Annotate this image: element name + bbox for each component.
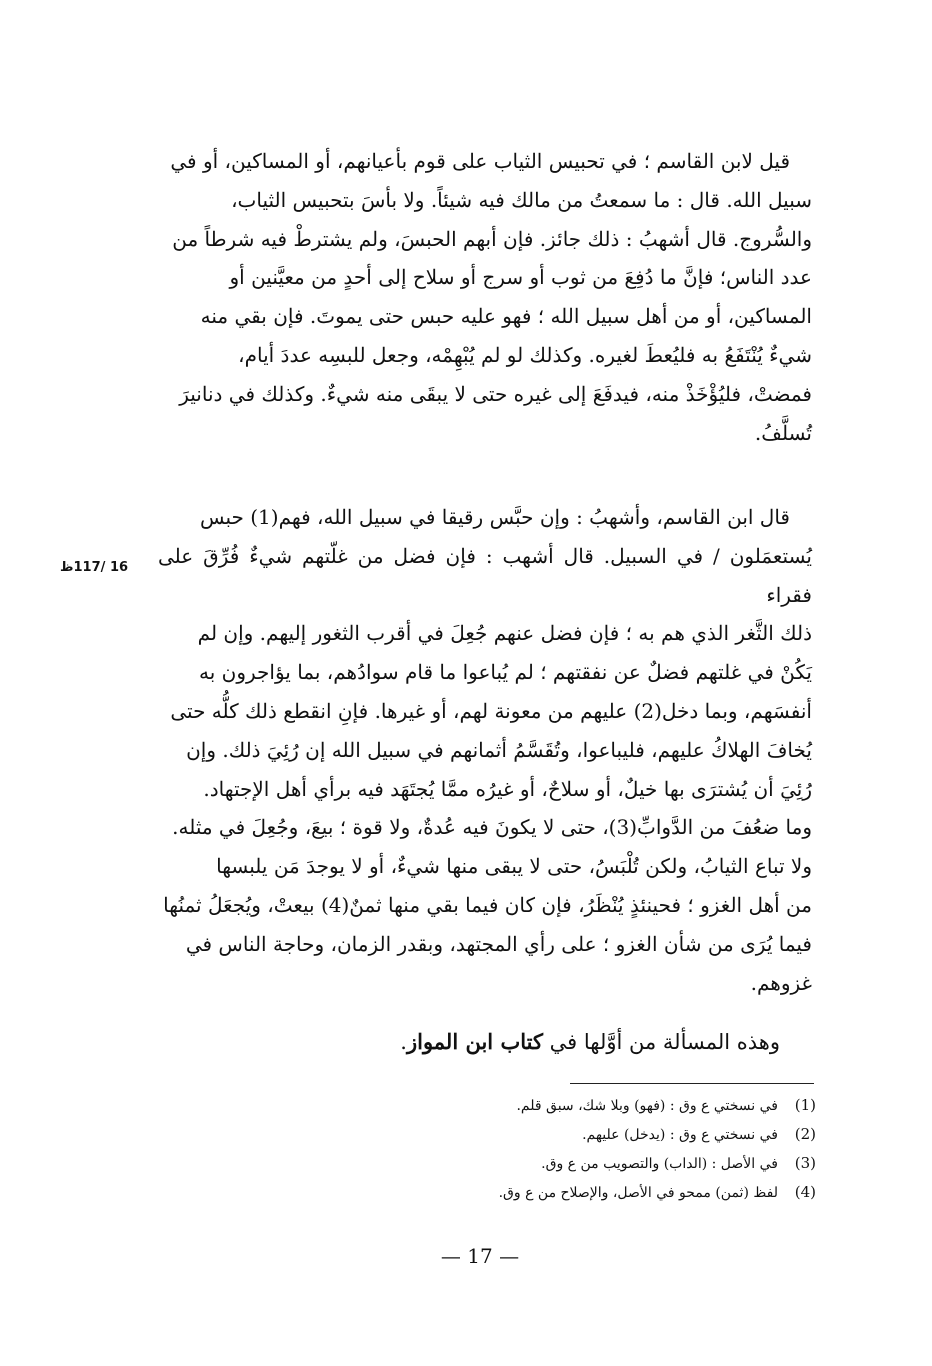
text-line: المساكين، أو من أهل سبيل الله ؛ فهو عليه حبس حتى يموتَ. فإن بقي منه [200,304,812,329]
text-line: قال ابن القاسم، وأشهبُ : وإن حبَّس رقيقا في سبيل الله، فهم(1) حبس [199,505,790,529]
text-line: من أهل الغزو ؛ فحينئذٍ يُنْظَرُ، فإن كان فيما بقي منها ثمنٌ(4) بيعتْ، ويُجعَلُ ثمنُها [163,892,812,917]
margin-folio-note: 16 /117ظ [60,560,129,575]
book-title: كتاب ابن المواز [406,1029,543,1054]
text-line: يُخافَ الهلاكُ عليهم، فليباعوا، وتُقَسَّمُ أثمانهم في سبيل الله إن رُئِيَ ذلك. وإن [186,737,812,762]
paragraph-3-suffix: . [400,1030,407,1054]
text-line: شيءٌ يُنْتَفَعُ به فليُعطَ لغيره. وكذلك لو لم يُبْهِمْه، وجعل للبسِه عددَ أيام، [238,342,812,367]
text-line: أنفسَهم، وبما دخل(2) عليهم من معونة لهم، أو غيرها. فإنِ انقطع ذلك كلُّه حتى [170,698,812,723]
text-line: فمضتْ، فليُؤْخَذْ منه، فيدفَعَ إلى غيره حتى لا يبقَى منه شيءٌ. وكذلك في دنانيرَ [179,381,812,406]
footnote-number: (1) [794,1096,816,1114]
text-line: قيل لابن القاسم ؛ في تحبيس الثياب على قوم بأعيانهم، أو المساكين، أو في [170,149,790,173]
paragraph-3-prefix: وهذه المسألة من أوَّلها في [549,1030,780,1054]
text-line: ذلك الثَّغر الذي هم به ؛ فإن فضل عنهم جُعِلَ في أقرب الثغور إليهم. وإن لم [197,621,812,646]
footnote-text: في نسختي ع وق : (فهو) وبلا شك، سبق قلم. [516,1098,778,1114]
text-line: تُسلَّفُ. [754,420,812,445]
footnote [300,1096,816,1125]
paragraph-3 [380,1022,780,1062]
footnote-number: (2) [794,1125,816,1143]
page-number: — 17 — [440,1244,520,1268]
text-line: والسُّروج. قال أشهبُ : ذلك جائز. فإن أبهم الحبسَ، ولم يشترطْ فيه شرطاً من [172,226,812,251]
footnote [300,1154,816,1183]
text-line: عدد الناس؛ فإنَّ ما دُفِعَ من ثوب أو سرج أو سلاح إلى أحدٍ من معيَّنين أو [229,265,812,290]
text-line: وما ضعُفَ من الدَّوابِّ(3)، حتى لا يكونَ فيه عُدةٌ، ولا قوة ؛ بيعَ، وجُعِلَ في مثله. [172,815,812,840]
text-line: ولا تباع الثيابُ، ولكن تُلْبَسُ، حتى لا يبقى منها شيءٌ، أو لا يوجدَ مَن يلبسها [216,854,812,879]
text-line: فيما يُرَى من شأن الغزو ؛ على رأي المجتهد، وبقدر الزمان، وحاجة الناس في [185,931,812,956]
footnote-text: في الأصل : (الداب) والتصويب من ع وق. [541,1156,778,1172]
footnote-number: (3) [794,1154,816,1172]
text-line: غزوهم. [750,970,812,995]
footnote-text: في نسختي ع وق : (يدخل) عليهم. [582,1127,778,1143]
text-line: رُئِيَ أن يُشترَى بها خيلٌ، أو سلاحٌ، أو غيرُه ممَّا يُجتَهَد فيه برأي أهل الإجتهاد. [203,776,812,801]
footnote [300,1125,816,1154]
paragraph-2 [158,498,812,1002]
footnote-text: لفظ (ثمن) ممحو في الأصل، والإصلاح من ع وق. [498,1185,778,1201]
footnote-divider [570,1083,814,1084]
footnotes [300,1096,816,1212]
paragraph-1 [158,142,812,452]
footnote [300,1183,816,1212]
text-line: يَكُنْ في غلتهم فضلٌ عن نفقتهم ؛ لم يُباعوا ما قام سوادُهم، بما يؤاجرون به [199,660,812,685]
footnote-number: (4) [794,1183,816,1201]
text-line: يُستعمَلون / في السبيل. قال أشهب : فإن فضل من غلّتهم شيءٌ فُرِّقَ على فقراء [158,543,812,607]
text-line: سبيل الله. قال : ما سمعتُ من مالك فيه شيئاً. ولا بأسَ بتحبيس الثياب، [231,187,812,212]
